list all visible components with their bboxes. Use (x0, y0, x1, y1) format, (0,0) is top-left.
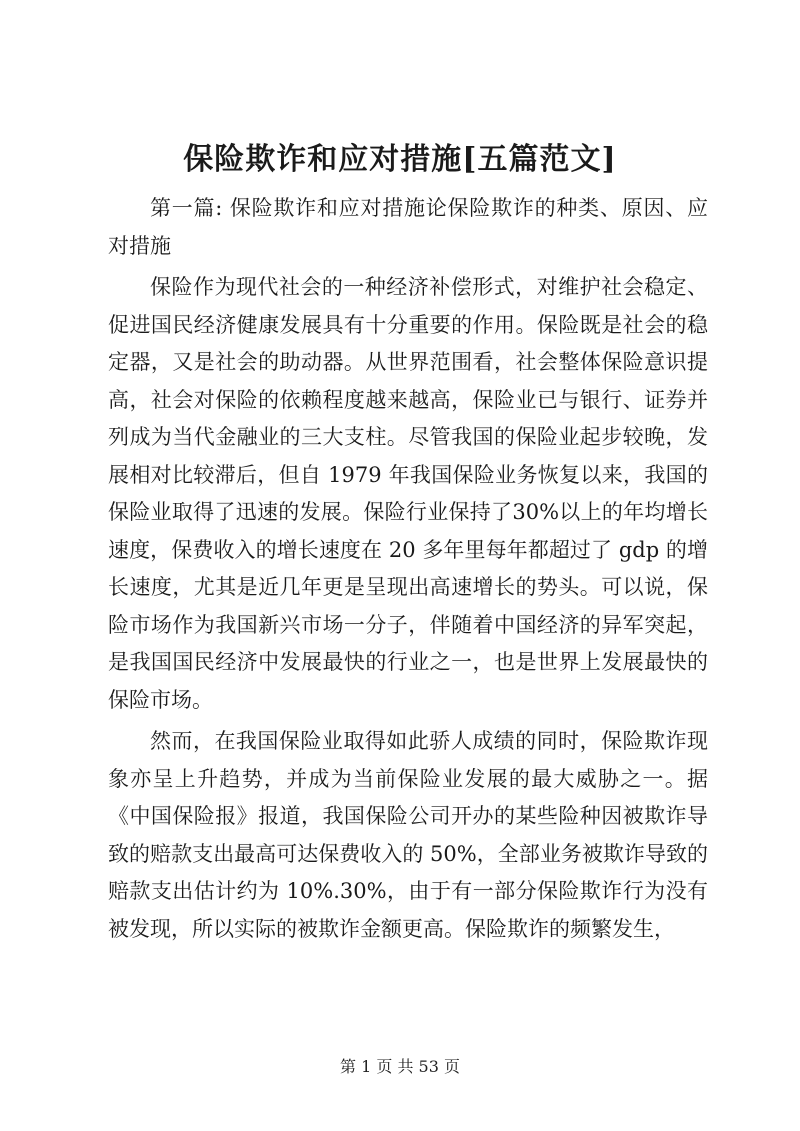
page-footer: 第 1 页 共 53 页 (340, 1057, 460, 1076)
paragraph: 然而，在我国保险业取得如此骄人成绩的同时，保险欺诈现象亦呈上升趋势，并成为当前保险业发展的最大威胁之一。据《中国保险报》报道，我国保险公司开办的某些险种因被欺诈导致的赔款支出最高可达保费收入的 50%，全部业务被欺诈导致的赔款支出估计约为 10%.30%，由于有一部分保险欺诈行为没有被发现，所以实际的被欺诈金额更高。保险欺诈的频繁发生， (108, 729, 708, 941)
paragraph-section-heading: 第一篇: 保险欺诈和应对措施论保险欺诈的种类、原因、应对措施 (108, 196, 708, 258)
document-body (108, 190, 708, 952)
paragraph: 保险作为现代社会的一种经济补偿形式，对维护社会稳定、促进国民经济健康发展具有十分重要的作用。保险既是社会的稳定器，又是社会的助动器。从世界范围看，社会整体保险意识提高，社会对保险的依赖程度越来越高，保险业已与银行、证券并列成为当代金融业的三大支柱。尽管我国的保险业起步较晚，发展相对比较滞后，但自 1979 年我国保险业务恢复以来，我国的保险业取得了迅速的发展。保险行业保持了30%以上的年均增长速度，保费收入的增长速度在 20 多年里每年都超过了 gdp 的增长速度，尤其是近几年更是呈现出高速增长的势头。可以说，保险市场作为我国新兴市场一分子，伴随着中国经济的异军突起，是我国国民经济中发展最快的行业之一，也是世界上发展最快的保险市场。 (108, 275, 708, 712)
document-title: 保险欺诈和应对措施[五篇范文] (183, 142, 617, 177)
